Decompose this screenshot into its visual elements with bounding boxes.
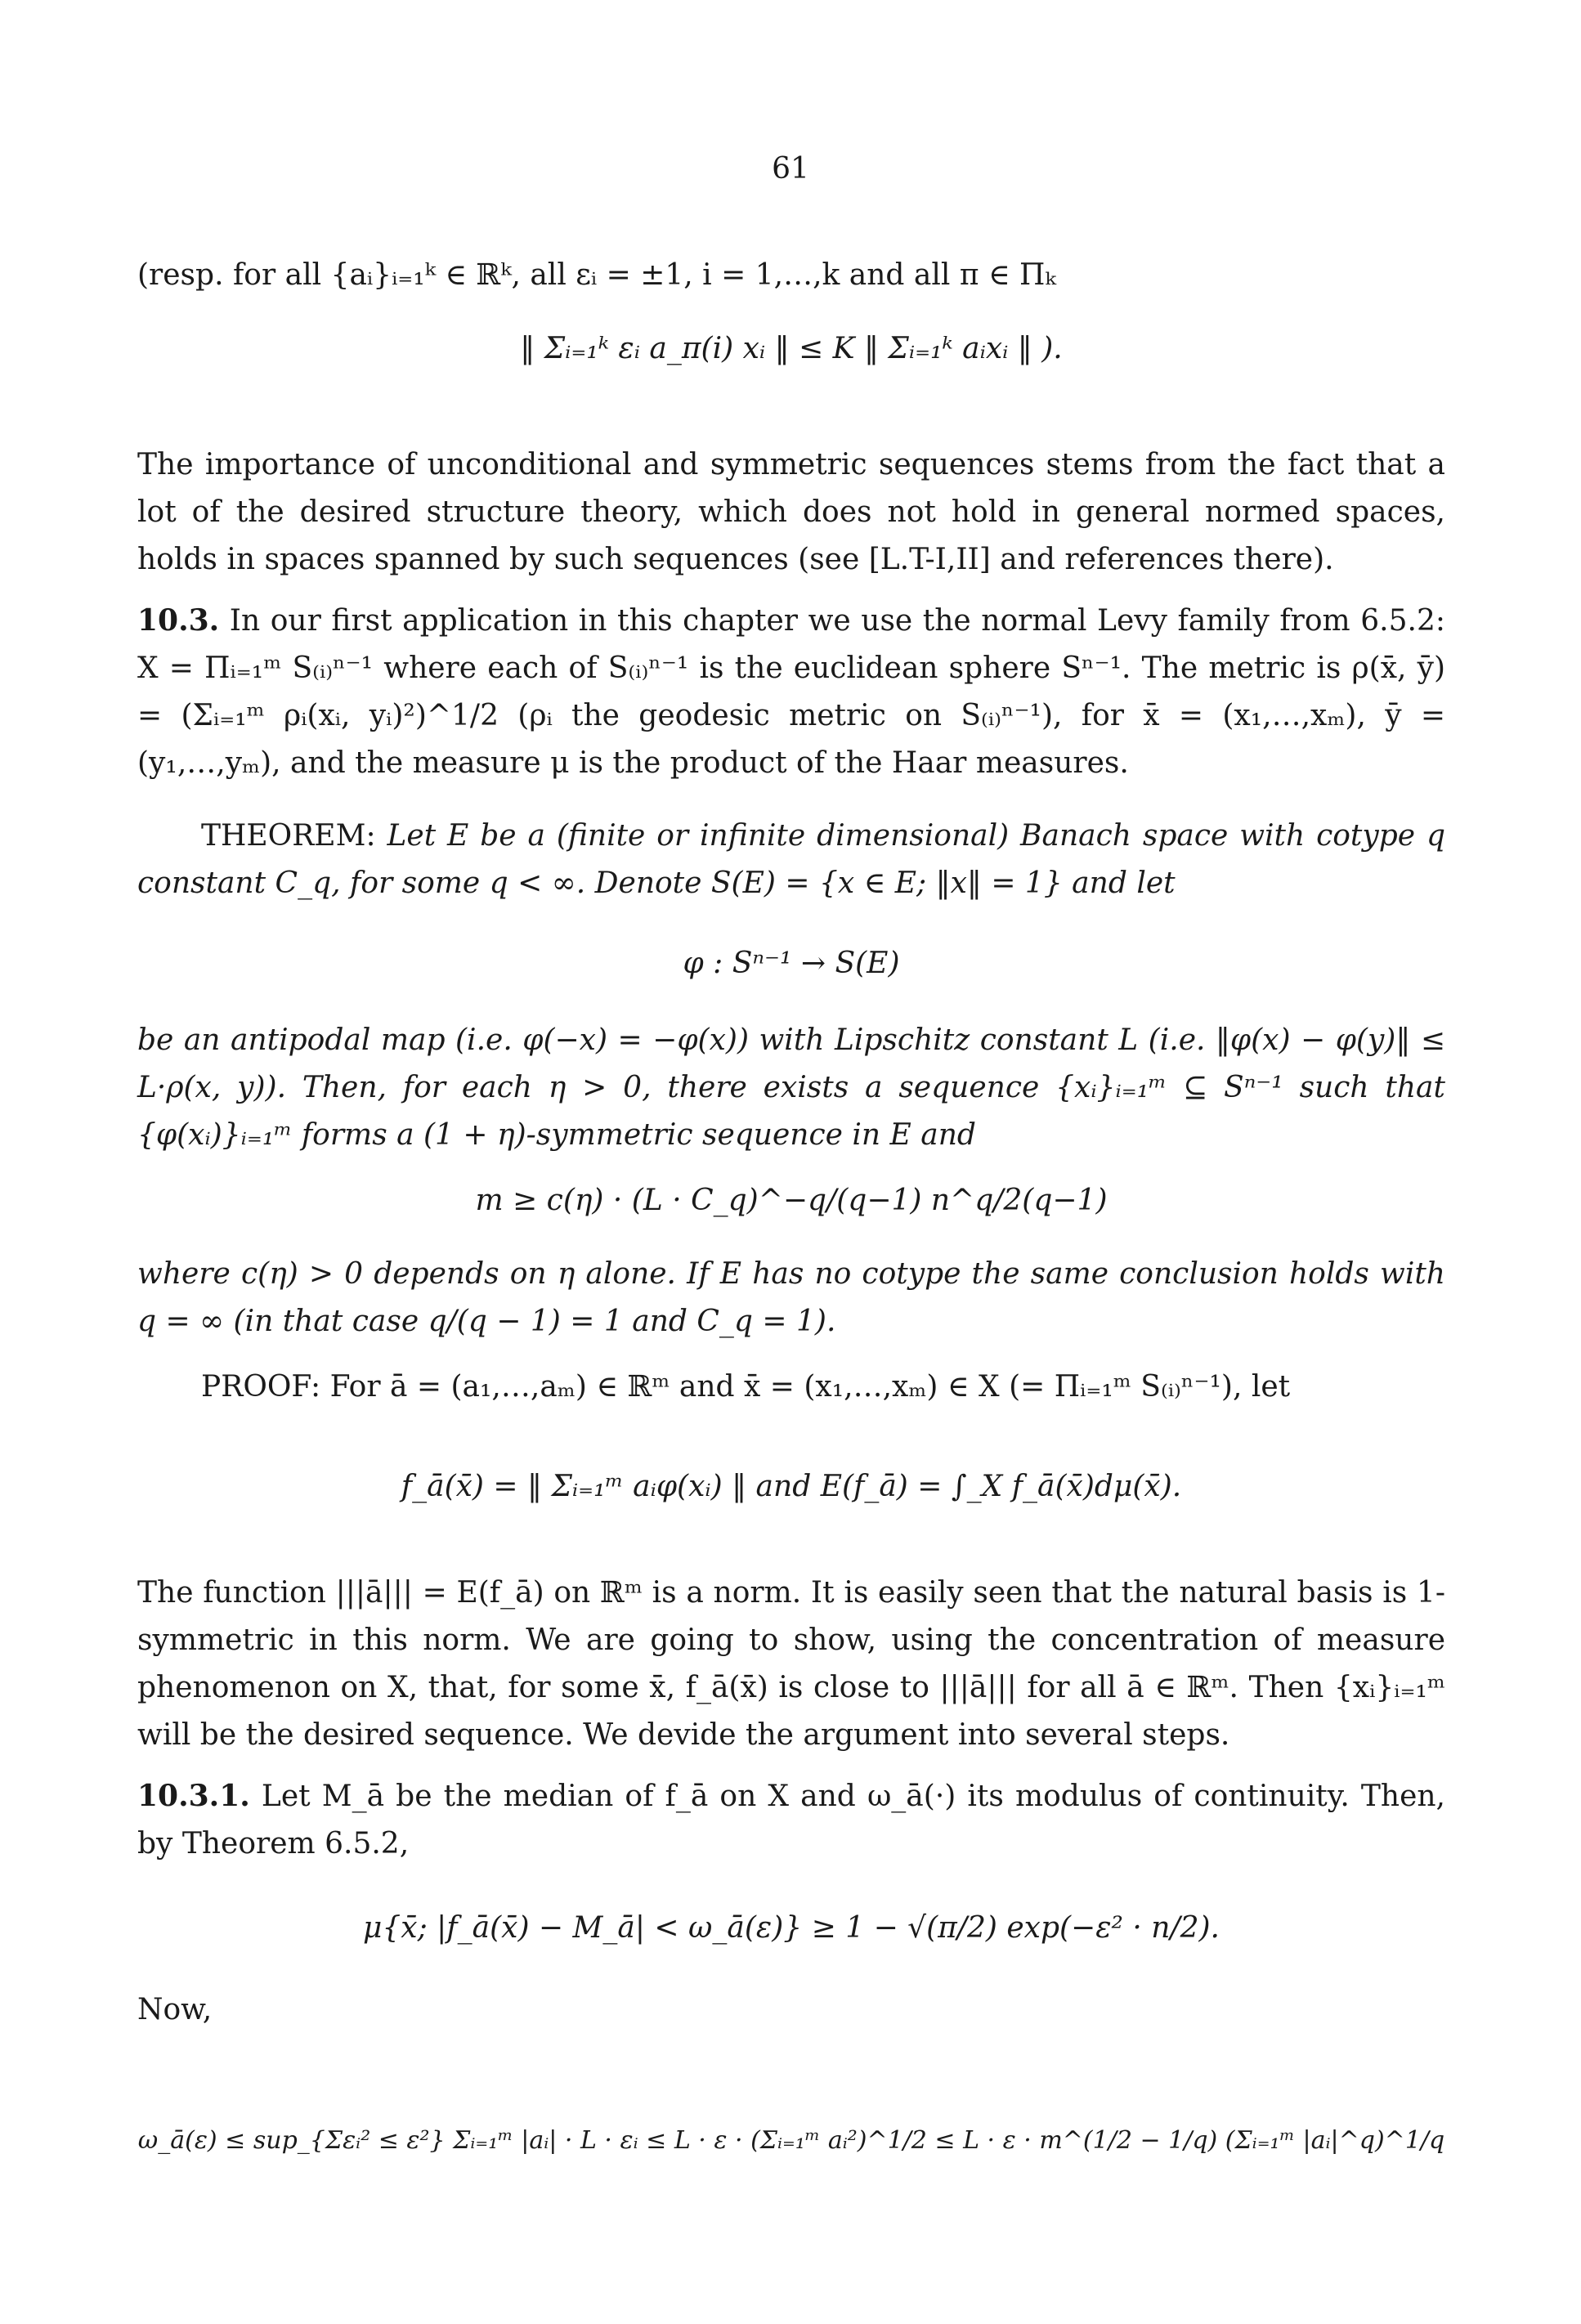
- paragraph-function: The function |||ā||| = E(f_ā) on ℝᵐ is a norm. It is easily seen that the natural basis is 1-symmetric in this norm. We are going to show, using the concentration of measure phenomenon on X, that, for some x̄, f_ā(x̄) is close to |||ā||| for all ā ∈ ℝᵐ. Then {xᵢ}ᵢ₌₁ᵐ will be the desired sequence. We devide the argument into several steps.: [137, 1576, 1445, 1752]
- theorem: [137, 813, 1445, 907]
- equation-omega: ω_ā(ε) ≤ sup_{Σεᵢ² ≤ ε²} Σᵢ₌₁ᵐ |aᵢ| · L · εᵢ ≤ L · ε · (Σᵢ₌₁ᵐ aᵢ²)^1/2 ≤ L · ε · m^(1/2 − 1/q) (Σᵢ₌₁ᵐ |aᵢ|^q)^1/q: [137, 2126, 1445, 2155]
- section-text: In our first application in this chapter we use the normal Levy family from 6.5.2: X = Πᵢ₌₁ᵐ S₍ᵢ₎ⁿ⁻¹ where each of S₍ᵢ₎ⁿ⁻¹ is the euclidean sphere Sⁿ⁻¹. The metric is ρ(x̄, ȳ) = (Σᵢ₌₁ᵐ ρᵢ(xᵢ, yᵢ)²)^1/2 (ρᵢ the geodesic metric on S₍ᵢ₎ⁿ⁻¹), for x̄ = (x₁,…,xₘ), ȳ = (y₁,…,yₘ), and the measure μ is the product of the Haar measures.: [137, 604, 1445, 780]
- section-10-3: [137, 597, 1445, 787]
- equation-m-bound: m ≥ c(η) · (L · C_q)^−q/(q−1) n^q/2(q−1): [475, 1184, 1108, 1217]
- section-text: Let M_ā be the median of f_ā on X and ω_ā(·) its modulus of continuity. Then, by Theorem 6.5.2,: [137, 1780, 1446, 1861]
- theorem-label: THEOREM:: [201, 819, 376, 853]
- section-10-3-1: [137, 1772, 1445, 1868]
- proof-text: For ā = (a₁,…,aₘ) ∈ ℝᵐ and x̄ = (x₁,…,xₘ) ∈ X (= Πᵢ₌₁ᵐ S₍ᵢ₎ⁿ⁻¹), let: [329, 1370, 1291, 1404]
- proof-label: PROOF:: [201, 1370, 321, 1404]
- paragraph-importance: The importance of unconditional and symmetric sequences stems from the fact that a lot of the desired structure theory, which does not hold in general normed spaces, holds in spaces spanned by such sequences (see [L.T-I,II] and references there).: [137, 448, 1445, 576]
- equation-f: f_ā(x̄) = ‖ Σᵢ₌₁ᵐ aᵢφ(xᵢ) ‖ and E(f_ā) = ∫_X f_ā(x̄)dμ(x̄).: [401, 1470, 1182, 1503]
- equation-resp: ‖ Σᵢ₌₁ᵏ εᵢ a_π(i) xᵢ ‖ ≤ K ‖ Σᵢ₌₁ᵏ aᵢxᵢ ‖ ).: [520, 332, 1063, 365]
- theorem-continuation: be an antipodal map (i.e. φ(−x) = −φ(x)) with Lipschitz constant L (i.e. ‖φ(x) − φ(y)‖ ≤ L·ρ(x, y)). Then, for each η > 0, there exists a sequence {xᵢ}ᵢ₌₁ᵐ ⊆ Sⁿ⁻¹ such that {φ(xᵢ)}ᵢ₌₁ᵐ forms a (1 + η)-symmetric sequence in E and: [137, 1023, 1445, 1152]
- equation-phi: φ : Sⁿ⁻¹ → S(E): [683, 947, 900, 980]
- now-text: Now,: [137, 1993, 213, 2026]
- equation-mu: μ{x̄; |f_ā(x̄) − M_ā| < ω_ā(ε)} ≥ 1 − √(π/2) exp(−ε² · n/2).: [363, 1911, 1220, 1945]
- theorem-text: Let E be a (finite or infinite dimensional) Banach space with cotype q constant C_q, for some q < ∞. Denote S(E) = {x ∈ E; ‖x‖ = 1} and let: [137, 819, 1445, 900]
- resp-line: (resp. for all {aᵢ}ᵢ₌₁ᵏ ∈ ℝᵏ, all εᵢ = ±1, i = 1,…,k and all π ∈ Πₖ: [137, 258, 1056, 292]
- theorem-conclusion: where c(η) > 0 depends on η alone. If E has no cotype the same conclusion holds with q = ∞ (in that case q/(q − 1) = 1 and C_q = 1).: [137, 1257, 1445, 1338]
- section-label: 10.3.: [137, 603, 220, 638]
- proof: [137, 1364, 1445, 1411]
- page-number: 61: [772, 152, 809, 186]
- section-label: 10.3.1.: [137, 1779, 250, 1813]
